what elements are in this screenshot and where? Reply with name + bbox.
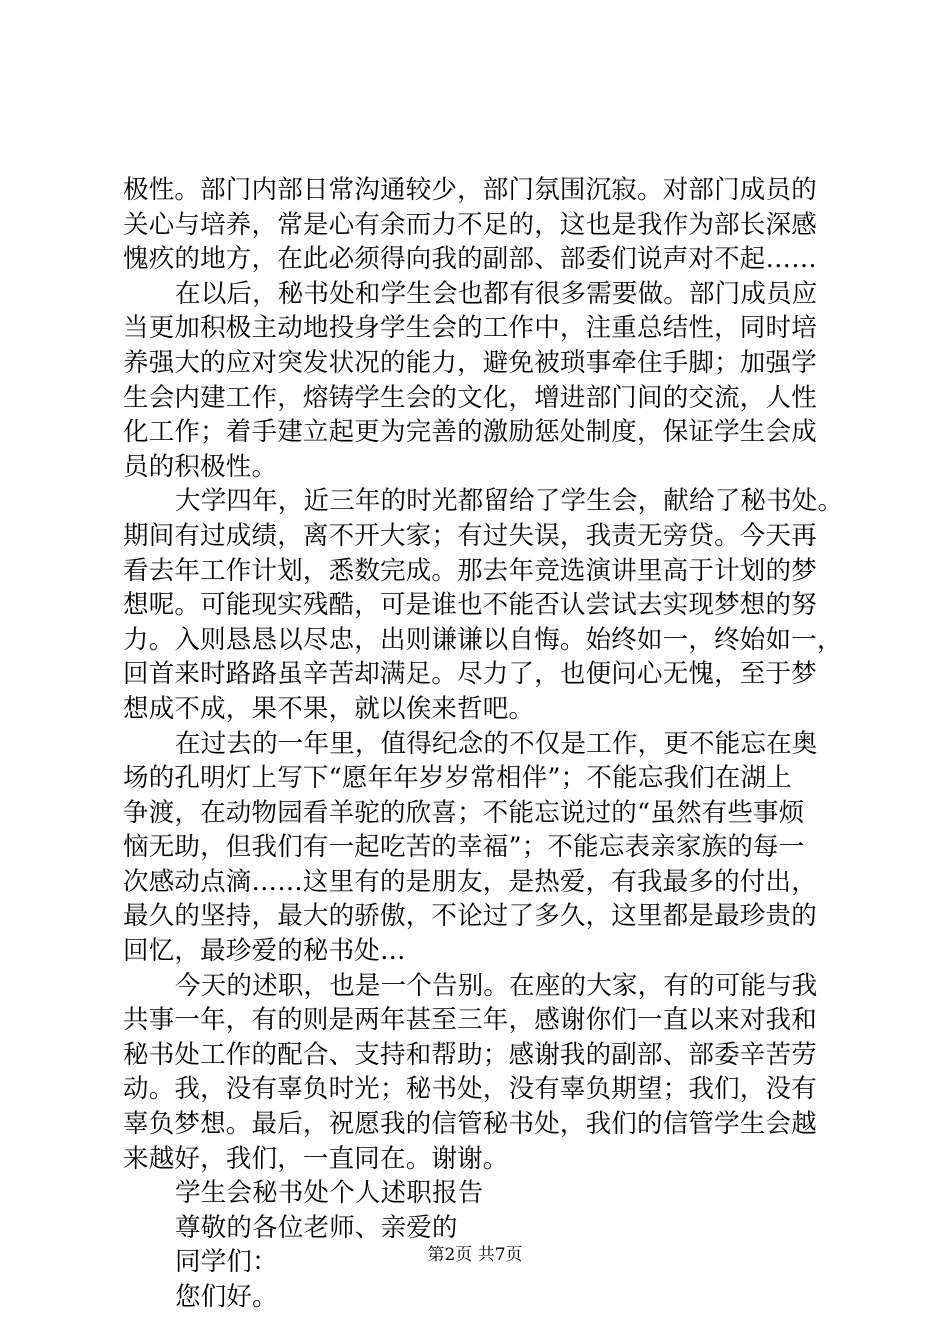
text-line: 关心与培养，常是心有余而力不足的，这也是我作为部长深感	[123, 209, 817, 240]
text-line: 来越好，我们，一直同在。谢谢。	[123, 1143, 509, 1174]
text-line: 回首来时路路虽辛苦却满足。尽力了，也便问心无愧，至于梦	[123, 659, 817, 690]
text-line: 看去年工作计划，悉数完成。那去年竞选演讲里高于计划的梦	[123, 555, 817, 586]
paragraph-start-line: 在过去的一年里，值得纪念的不仅是工作，更不能忘在奥	[175, 728, 818, 759]
greeting-line: 您们好。	[175, 1282, 278, 1312]
text-line: 场的孔明灯上写下“愿年年岁岁常相伴”；不能忘我们在湖上	[123, 763, 792, 794]
text-line: 当更加积极主动地投身学生会的工作中，注重总结性，同时培	[123, 313, 817, 344]
text-line: 恼无助，但我们有一起吃苦的幸福”；不能忘表亲家族的每一	[123, 832, 805, 863]
text-line: 员的积极性。	[123, 451, 278, 482]
text-line: 极性。部门内部日常沟通较少，部门氛围沉寂。对部门成员的	[123, 175, 817, 205]
text-line: 次感动点滴……这里有的是朋友，是热爱，有我最多的付出，	[123, 866, 817, 897]
paragraph-start-line: 今天的述职，也是一个告别。在座的大家，有的可能与我	[175, 970, 818, 1001]
text-line: 回忆，最珍爱的秘书处…	[123, 936, 406, 967]
text-line: 想呢。可能现实残酷，可是谁也不能否认尝试去实现梦想的努	[123, 590, 817, 621]
salutation-line: 尊敬的各位老师、亲爱的	[175, 1212, 458, 1243]
text-line: 最久的坚持，最大的骄傲，不论过了多久，这里都是最珍贵的	[123, 901, 817, 932]
report-title-line: 学生会秘书处个人述职报告	[175, 1178, 484, 1209]
text-line: 秘书处工作的配合、支持和帮助；感谢我的副部、部委辛苦劳	[123, 1039, 817, 1070]
paragraph-start-line: 大学四年，近三年的时光都留给了学生会，献给了秘书处。	[175, 486, 844, 517]
text-line: 共事一年，有的则是两年甚至三年，感谢你们一直以来对我和	[123, 1005, 817, 1036]
text-line: 辜负梦想。最后，祝愿我的信管秘书处，我们的信管学生会越	[123, 1109, 817, 1140]
page-footer: 第2页 共7页	[427, 1245, 523, 1265]
document-body	[123, 173, 844, 1315]
text-line: 生会内建工作，熔铸学生会的文化，增进部门间的交流，人性	[123, 382, 817, 413]
salutation-line: 同学们：	[175, 1247, 278, 1278]
text-line: 争渡，在动物园看羊驼的欣喜；不能忘说过的“虽然有些事烦	[123, 797, 805, 828]
text-line: 期间有过成绩，离不开大家；有过失误，我责无旁贷。今天再	[123, 520, 817, 551]
text-line: 化工作；着手建立起更为完善的激励惩处制度，保证学生会成	[123, 417, 817, 448]
text-line: 力。入则恳恳以尽忠，出则谦谦以自悔。始终如一，终始如一，	[123, 624, 843, 655]
text-line: 想成不成，果不果，就以俟来哲吧。	[123, 693, 535, 724]
text-line: 养强大的应对突发状况的能力，避免被琐事牵住手脚；加强学	[123, 347, 817, 378]
text-line: 愧疚的地方，在此必须得向我的副部、部委们说声对不起……	[123, 244, 817, 275]
paragraph-start-line: 在以后，秘书处和学生会也都有很多需要做。部门成员应	[175, 278, 818, 309]
text-line: 动。我，没有辜负时光；秘书处，没有辜负期望；我们，没有	[123, 1074, 817, 1105]
